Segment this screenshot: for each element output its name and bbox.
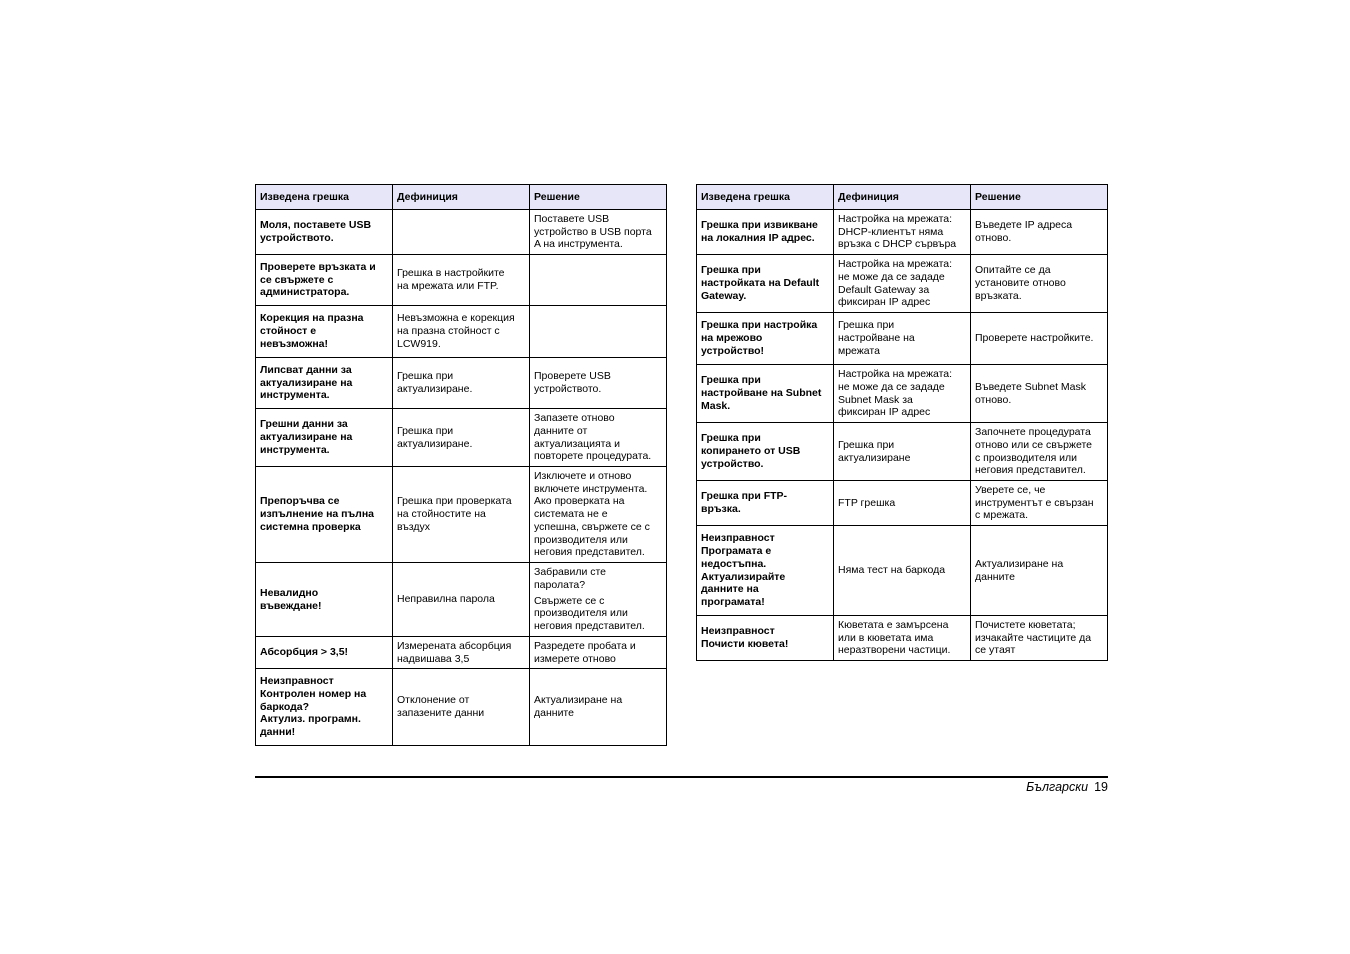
solution-cell — [971, 255, 1108, 313]
solution-paragraph: Разредете пробата и измерете отново — [534, 639, 636, 665]
header-error: Изведена грешка — [256, 185, 393, 210]
definition-cell: Измерената абсорбция надвишава 3,5 — [393, 637, 530, 669]
error-cell: Липсват данни за актуализиране на инструмента. — [256, 358, 393, 409]
solution-paragraph: Проверете настройките. — [975, 332, 1094, 345]
error-cell: Неизправност Контролен номер на баркода? Актулиз. програмн. данни! — [256, 669, 393, 746]
error-cell: Грешка при настройване на Subnet Mask. — [697, 365, 834, 423]
solution-paragraph: Свържете се с производителя или неговия представител. — [534, 594, 645, 633]
solution-paragraph: Започнете процедурата отново или се свържете с производителя или неговия представител. — [975, 425, 1092, 477]
solution-paragraph: Актуализиране на данните — [534, 694, 623, 719]
definition-cell: Настройка на мрежата: не може да се зададе Subnet Mask за фиксиран IP адрес — [834, 365, 971, 423]
table-row — [697, 526, 1108, 616]
definition-cell: Грешка в настройките на мрежата или FTP. — [393, 255, 530, 306]
header-error: Изведена грешка — [697, 185, 834, 210]
solution-cell — [530, 306, 667, 358]
table-row — [697, 210, 1108, 255]
solution-cell — [530, 563, 667, 637]
definition-cell: Грешка при актуализиране. — [393, 358, 530, 409]
table-row — [697, 313, 1108, 365]
page-footer — [1026, 780, 1108, 794]
error-cell: Грешка при FTP- връзка. — [697, 481, 834, 526]
error-cell: Препоръчва се изпълнение на пълна системна проверка — [256, 467, 393, 563]
error-cell: Невалидно въвеждане! — [256, 563, 393, 637]
solution-paragraph: Актуализиране на данните — [975, 557, 1064, 583]
page-number: 19 — [1094, 780, 1108, 794]
table-row — [256, 467, 667, 563]
footer-language: Български — [1026, 780, 1089, 794]
definition-cell: FTP грешка — [834, 481, 971, 526]
solution-cell — [530, 637, 667, 669]
definition-cell: Отклонение от запазените данни — [393, 669, 530, 746]
error-cell: Грешка при извикване на локалния IP адрес. — [697, 210, 834, 255]
solution-cell — [530, 255, 667, 306]
table-row — [697, 423, 1108, 481]
header-solution: Решение — [530, 185, 667, 210]
header-definition: Дефиниция — [834, 185, 971, 210]
table-row — [256, 358, 667, 409]
footer-divider — [255, 776, 1108, 778]
error-cell: Неизправност Програмата е недостъпна. Актуализирайте данните на програмата! — [697, 526, 834, 616]
definition-cell: Няма тест на баркода — [834, 526, 971, 616]
solution-paragraph: Проверете USB устройството. — [534, 370, 611, 395]
solution-paragraph: Забравили сте паролата? — [534, 566, 607, 591]
table-row — [256, 306, 667, 358]
solution-paragraph: Почистете кюветата; изчакайте частиците да се утаят — [975, 618, 1092, 657]
definition-cell: Грешка при актуализиране. — [393, 409, 530, 467]
table-header-row — [697, 185, 1108, 210]
solution-cell — [971, 526, 1108, 616]
solution-cell — [971, 423, 1108, 481]
error-cell: Неизправност Почисти кювета! — [697, 616, 834, 661]
table-row — [256, 409, 667, 467]
solution-cell — [530, 409, 667, 467]
table-row — [256, 669, 667, 746]
error-cell: Проверете връзката и се свържете с администратора. — [256, 255, 393, 306]
solution-paragraph: Поставете USB устройство в USB порта A на инструмента. — [534, 212, 652, 251]
definition-cell — [393, 210, 530, 255]
definition-cell: Грешка при актуализиране — [834, 423, 971, 481]
solution-paragraph: Въведете IP адреса отново. — [975, 219, 1073, 244]
definition-cell: Неправилна парола — [393, 563, 530, 637]
table-header-row — [256, 185, 667, 210]
solution-cell — [971, 365, 1108, 423]
error-cell: Грешни данни за актуализиране на инструмента. — [256, 409, 393, 467]
definition-cell: Невъзможна е корекция на празна стойност с LCW919. — [393, 306, 530, 358]
definition-cell: Кюветата е замърсена или в кюветата има неразтворени частици. — [834, 616, 971, 661]
error-cell: Грешка при настройка на мрежово устройство! — [697, 313, 834, 365]
solution-paragraph: Уверете се, че инструментът е свързан с мрежата. — [975, 483, 1094, 522]
solution-cell — [530, 669, 667, 746]
table-row — [256, 563, 667, 637]
header-solution: Решение — [971, 185, 1108, 210]
solution-cell — [530, 358, 667, 409]
definition-cell: Настройка на мрежата: не може да се зададе Default Gateway за фиксиран IP адрес — [834, 255, 971, 313]
error-table-right — [696, 184, 1108, 661]
solution-cell — [971, 616, 1108, 661]
definition-cell: Грешка при проверката на стойностите на въздух — [393, 467, 530, 563]
definition-cell: Грешка при настройване на мрежата — [834, 313, 971, 365]
solution-cell — [971, 481, 1108, 526]
solution-paragraph: Въведете Subnet Mask отново. — [975, 380, 1086, 406]
table-row — [256, 637, 667, 669]
solution-cell — [971, 210, 1108, 255]
error-cell: Абсорбция > 3,5! — [256, 637, 393, 669]
solution-cell — [971, 313, 1108, 365]
error-table-left — [255, 184, 667, 746]
table-row — [256, 210, 667, 255]
solution-cell — [530, 467, 667, 563]
error-cell: Грешка при копирането от USB устройство. — [697, 423, 834, 481]
table-row — [697, 616, 1108, 661]
solution-paragraph: Запазете отново данните от актуализацията и повторете процедурата. — [534, 411, 652, 463]
solution-paragraph: Опитайте се да установите отново връзката. — [975, 264, 1066, 302]
solution-cell — [530, 210, 667, 255]
error-cell: Грешка при настройката на Default Gateway. — [697, 255, 834, 313]
table-row — [697, 365, 1108, 423]
solution-paragraph: Изключете и отново включете инструмента. Ако проверката на системата не е успешна, свържете се с производителя или неговия представител. — [534, 469, 650, 559]
error-cell: Корекция на празна стойност е невъзможна! — [256, 306, 393, 358]
table-row — [256, 255, 667, 306]
error-cell: Моля, поставете USB устройството. — [256, 210, 393, 255]
table-row — [697, 481, 1108, 526]
table-row — [697, 255, 1108, 313]
header-definition: Дефиниция — [393, 185, 530, 210]
definition-cell: Настройка на мрежата: DHCP-клиентът няма връзка с DHCP сървъра — [834, 210, 971, 255]
